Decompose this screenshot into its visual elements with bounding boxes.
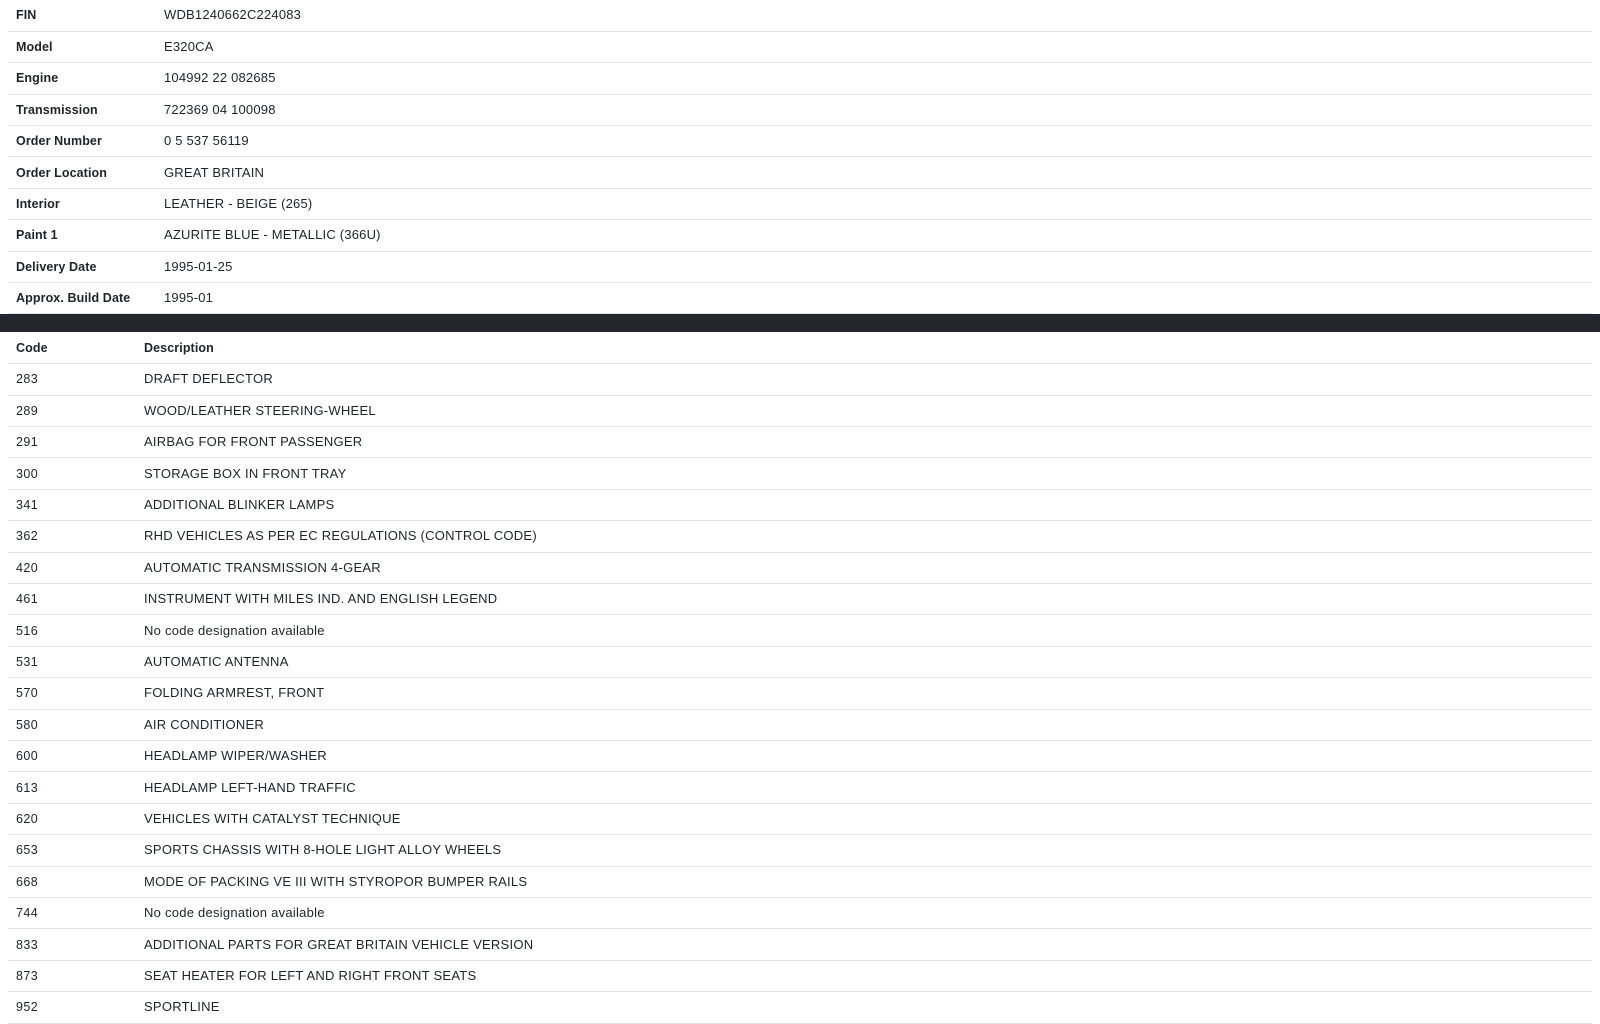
table-row xyxy=(8,157,1592,188)
code-cell: 461 xyxy=(8,584,76,615)
code-cell: 833 xyxy=(8,929,76,960)
code-cell: 283 xyxy=(8,364,76,395)
detail-label: Approx. Build Date xyxy=(8,283,156,314)
code-cell: 873 xyxy=(8,960,76,991)
detail-value: LEATHER - BEIGE (265) xyxy=(156,188,1592,219)
description-cell xyxy=(76,709,1592,740)
equipment-codes-panel xyxy=(8,332,1592,1023)
description-text: AIRBAG FOR FRONT PASSENGER xyxy=(144,434,363,450)
code-cell: 289 xyxy=(8,395,76,426)
description-cell xyxy=(76,803,1592,834)
code-cell: 620 xyxy=(8,803,76,834)
detail-value: 1995-01-25 xyxy=(156,251,1592,282)
code-cell: 531 xyxy=(8,646,76,677)
detail-value: 722369 04 100098 xyxy=(156,94,1592,125)
description-text: No code designation available xyxy=(144,905,325,921)
table-header-row xyxy=(8,332,1592,363)
code-cell: 613 xyxy=(8,772,76,803)
detail-label: Order Location xyxy=(8,157,156,188)
description-cell xyxy=(76,740,1592,771)
detail-label: Transmission xyxy=(8,94,156,125)
description-text: SEAT HEATER FOR LEFT AND RIGHT FRONT SEATS xyxy=(144,967,477,983)
table-row xyxy=(8,521,1592,552)
table-row xyxy=(8,835,1592,866)
table-row xyxy=(8,740,1592,771)
description-text: SPORTS CHASSIS WITH 8-HOLE LIGHT ALLOY WHEELS xyxy=(144,842,502,858)
detail-label: Interior xyxy=(8,188,156,219)
left-gutter xyxy=(0,0,8,1024)
description-cell xyxy=(76,395,1592,426)
table-row xyxy=(8,251,1592,282)
description-cell xyxy=(76,521,1592,552)
header-code: Code xyxy=(8,332,76,363)
code-cell: 600 xyxy=(8,740,76,771)
table-row xyxy=(8,458,1592,489)
description-cell xyxy=(76,897,1592,928)
description-cell xyxy=(76,552,1592,583)
description-cell xyxy=(76,678,1592,709)
description-cell xyxy=(76,458,1592,489)
table-row xyxy=(8,94,1592,125)
code-cell: 362 xyxy=(8,521,76,552)
header-description-label: Description xyxy=(144,340,214,355)
code-cell: 291 xyxy=(8,427,76,458)
description-cell xyxy=(76,646,1592,677)
description-cell xyxy=(76,489,1592,520)
description-text: SPORTLINE xyxy=(144,999,220,1015)
code-cell: 300 xyxy=(8,458,76,489)
detail-label: Delivery Date xyxy=(8,251,156,282)
description-text: AUTOMATIC ANTENNA xyxy=(144,654,289,669)
code-cell: 653 xyxy=(8,835,76,866)
code-cell: 580 xyxy=(8,709,76,740)
header-description xyxy=(76,332,1592,363)
description-text: RHD VEHICLES AS PER EC REGULATIONS (CONTROL CODE) xyxy=(144,528,537,544)
description-text: HEADLAMP LEFT-HAND TRAFFIC xyxy=(144,779,356,795)
description-cell xyxy=(76,866,1592,897)
description-text: MODE OF PACKING VE III WITH STYROPOR BUMPER RAILS xyxy=(144,873,528,889)
table-row xyxy=(8,803,1592,834)
code-cell: 744 xyxy=(8,897,76,928)
detail-value: 0 5 537 56119 xyxy=(156,126,1592,157)
table-row xyxy=(8,960,1592,991)
description-cell xyxy=(76,929,1592,960)
description-cell xyxy=(76,584,1592,615)
table-row xyxy=(8,489,1592,520)
table-row xyxy=(8,992,1592,1023)
table-row xyxy=(8,364,1592,395)
description-cell xyxy=(76,427,1592,458)
table-row xyxy=(8,63,1592,94)
detail-value: GREAT BRITAIN xyxy=(156,157,1592,188)
description-text: INSTRUMENT WITH MILES IND. AND ENGLISH LEGEND xyxy=(144,591,498,607)
description-text: AIR CONDITIONER xyxy=(144,716,265,732)
table-row xyxy=(8,552,1592,583)
equipment-codes-table xyxy=(8,332,1592,1023)
detail-label: Paint 1 xyxy=(8,220,156,251)
table-row xyxy=(8,220,1592,251)
table-row xyxy=(8,126,1592,157)
table-row xyxy=(8,283,1592,314)
table-row xyxy=(8,395,1592,426)
table-row xyxy=(8,0,1592,31)
detail-value: AZURITE BLUE - METALLIC (366U) xyxy=(156,220,1592,251)
description-text: ADDITIONAL BLINKER LAMPS xyxy=(144,497,335,513)
description-text: HEADLAMP WIPER/WASHER xyxy=(144,748,327,764)
detail-value: WDB1240662C224083 xyxy=(156,0,1592,31)
table-row xyxy=(8,678,1592,709)
description-text: AUTOMATIC TRANSMISSION 4-GEAR xyxy=(144,559,381,575)
table-row xyxy=(8,897,1592,928)
description-cell xyxy=(76,992,1592,1023)
table-row xyxy=(8,188,1592,219)
description-text: STORAGE BOX IN FRONT TRAY xyxy=(144,465,347,481)
description-text: WOOD/LEATHER STEERING-WHEEL xyxy=(144,402,376,418)
description-text: FOLDING ARMREST, FRONT xyxy=(144,685,325,701)
code-cell: 516 xyxy=(8,615,76,646)
code-cell: 420 xyxy=(8,552,76,583)
table-row xyxy=(8,31,1592,62)
code-cell: 341 xyxy=(8,489,76,520)
table-row xyxy=(8,584,1592,615)
code-cell: 668 xyxy=(8,866,76,897)
right-gutter xyxy=(1592,0,1600,1024)
detail-label: FIN xyxy=(8,0,156,31)
description-cell xyxy=(76,772,1592,803)
table-row xyxy=(8,772,1592,803)
description-cell xyxy=(76,835,1592,866)
vehicle-details-panel xyxy=(8,0,1592,314)
table-row xyxy=(8,646,1592,677)
code-cell: 952 xyxy=(8,992,76,1023)
detail-label: Order Number xyxy=(8,126,156,157)
detail-value: 1995-01 xyxy=(156,283,1592,314)
detail-value: 104992 22 082685 xyxy=(156,63,1592,94)
description-cell xyxy=(76,615,1592,646)
detail-label: Model xyxy=(8,31,156,62)
description-text: No code designation available xyxy=(144,622,325,638)
detail-value: E320CA xyxy=(156,31,1592,62)
detail-label: Engine xyxy=(8,63,156,94)
table-row xyxy=(8,866,1592,897)
table-row xyxy=(8,427,1592,458)
description-text: ADDITIONAL PARTS FOR GREAT BRITAIN VEHICLE VERSION xyxy=(144,936,534,952)
code-cell: 570 xyxy=(8,678,76,709)
description-cell xyxy=(76,364,1592,395)
table-row xyxy=(8,709,1592,740)
description-text: DRAFT DEFLECTOR xyxy=(144,371,273,387)
description-cell xyxy=(76,960,1592,991)
description-text: VEHICLES WITH CATALYST TECHNIQUE xyxy=(144,810,401,826)
vehicle-details-table xyxy=(8,0,1592,314)
table-row xyxy=(8,615,1592,646)
table-row xyxy=(8,929,1592,960)
section-divider xyxy=(0,314,1600,332)
